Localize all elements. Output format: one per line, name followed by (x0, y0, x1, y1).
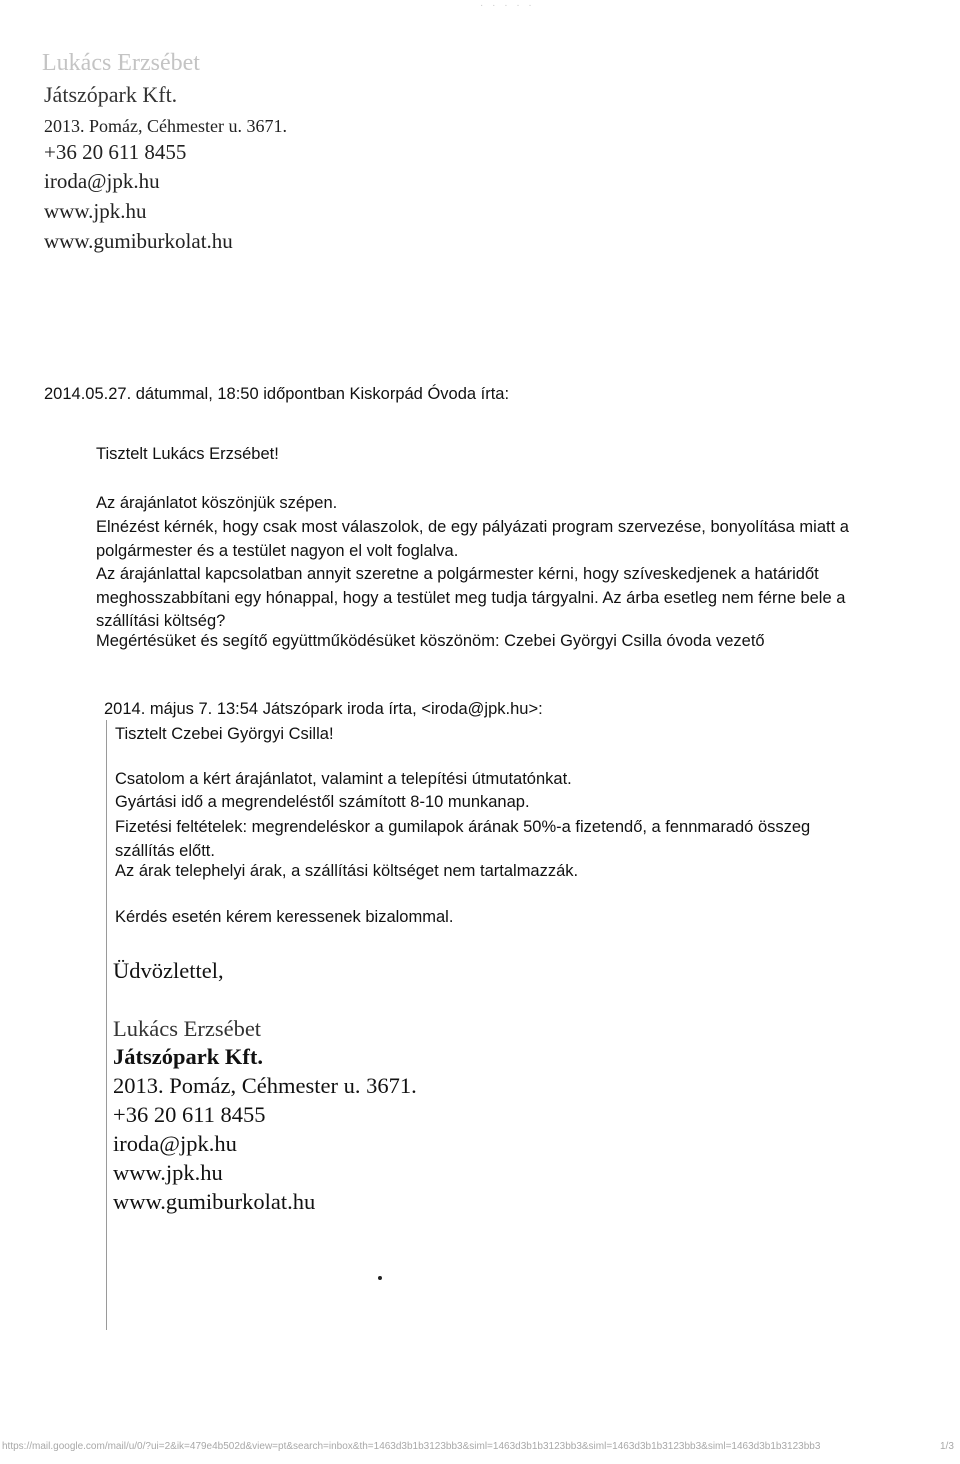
top-signature-name: Lukács Erzsébet (42, 50, 200, 76)
quoted-salutation: Üdvözlettel, (113, 958, 224, 983)
quoted-payment-terms: Fizetési feltételek: megrendeléskor a gumilapok árának 50%-a fizetendő, a fennmaradó összeg szállítás előtt. (115, 818, 811, 860)
bottom-signature-web1[interactable]: www.jpk.hu (113, 1160, 223, 1185)
bottom-signature-name: Lukács Erzsébet (113, 1016, 262, 1041)
bottom-signature-company: Játszópark Kft. (113, 1044, 263, 1069)
reply-paragraph-request: Az árajánlattal kapcsolatban annyit szeretne a polgármester kérni, hogy szíveskedjenek a határidőt meghosszabbítani egy hónappal, hogy a testület meg tudja tárgyalni. Az árba esetleg nem férne bele a szállítási költség? (96, 565, 846, 630)
top-signature-address: 2013. Pomáz, Céhmester u. 3671. (44, 116, 287, 136)
footer-page-number: 1/3 (940, 1441, 954, 1452)
quoted-price-note: Az árak telephelyi árak, a szállítási költséget nem tartalmazzák. (115, 862, 579, 880)
top-signature-company: Játszópark Kft. (44, 82, 178, 107)
quoted-attachment-line: Csatolom a kért árajánlatot, valamint a telepítési útmutatónkat. (115, 770, 572, 788)
top-signature-phone: +36 20 611 8455 (44, 140, 187, 164)
reply-thanks-line: Az árajánlatot köszönjük szépen. (96, 494, 338, 512)
reply-greeting: Tisztelt Lukács Erzsébet! (96, 445, 279, 463)
bottom-signature-email[interactable]: iroda@jpk.hu (113, 1131, 237, 1156)
scan-dot (378, 1276, 382, 1280)
quoted-contact-line: Kérdés esetén kérem keressenek bizalommal. (115, 908, 454, 926)
quote-bar (106, 720, 107, 1330)
quoted-production-time: Gyártási idő a megrendeléstől számított 8-10 munkanap. (115, 793, 530, 811)
bottom-signature-address: 2013. Pomáz, Céhmester u. 3671. (113, 1073, 417, 1098)
quoted-greeting: Tisztelt Czebei Györgyi Csilla! (115, 725, 334, 743)
footer-url: https://mail.google.com/mail/u/0/?ui=2&ik=479e4b502d&view=pt&search=inbox&th=1463d3b1b3123bb3&siml=1463d3b1b3123bb3&siml=1463d3b1b3123bb3&siml=1463d3b1b3123bb3 (2, 1441, 821, 1452)
reply-header: 2014.05.27. dátummal, 18:50 időpontban Kiskorpád Óvoda írta: (44, 385, 510, 403)
top-signature-email[interactable]: iroda@jpk.hu (44, 169, 160, 193)
bottom-signature-web2[interactable]: www.gumiburkolat.hu (113, 1189, 316, 1214)
reply-closing: Megértésüket és segítő együttműködésüket köszönöm: Czebei Györgyi Csilla óvoda vezető (96, 632, 765, 650)
scan-artifact: · · · · · (480, 0, 535, 11)
quoted-header: 2014. május 7. 13:54 Játszópark iroda írta, <iroda@jpk.hu>: (104, 700, 543, 718)
reply-paragraph-apology: Elnézést kérnék, hogy csak most válaszolok, de egy pályázati program szervezése, bonyolítása miatt a polgármester és a testület nagyon el volt foglalva. (96, 518, 849, 560)
top-signature-web1[interactable]: www.jpk.hu (44, 199, 147, 223)
top-signature-web2[interactable]: www.gumiburkolat.hu (44, 229, 233, 253)
bottom-signature-phone: +36 20 611 8455 (113, 1102, 266, 1127)
